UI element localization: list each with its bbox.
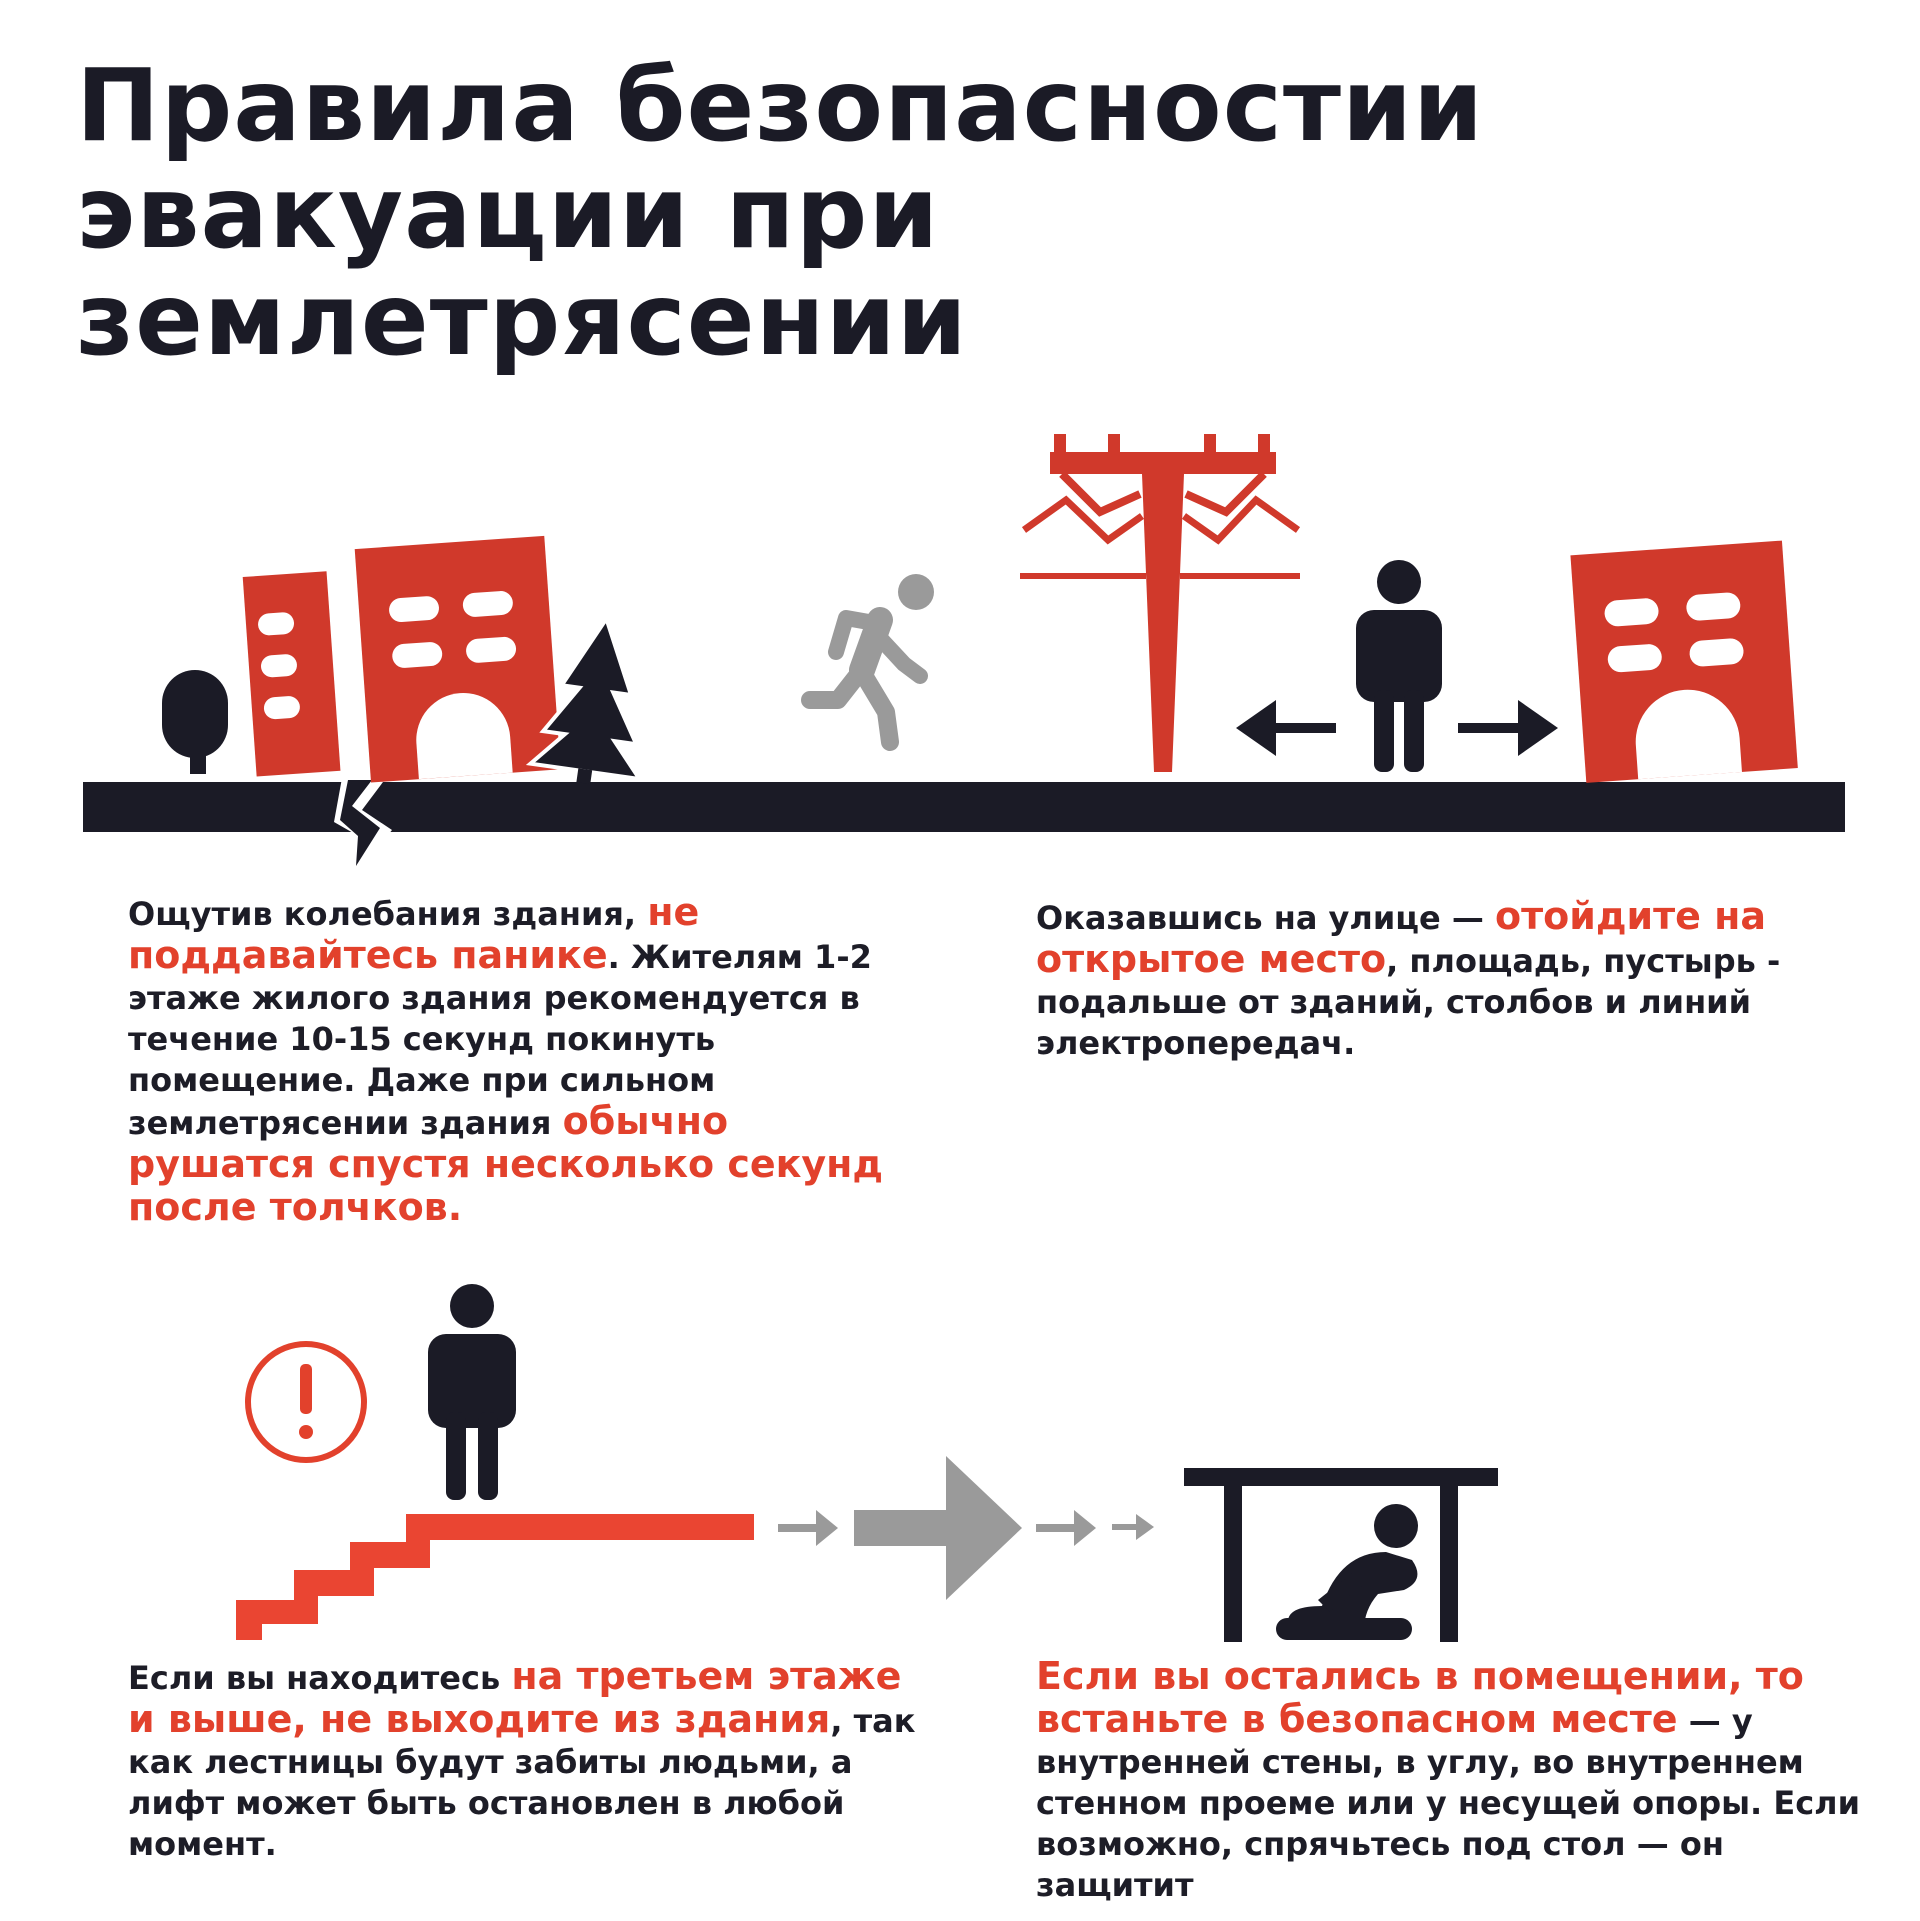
tip-street-text-1: Оказавшись на улице — [1036,899,1495,937]
tip-upper-floor-text-2: , так как лестницы будут забиты людьми, а лифт может быть остановлен в любой момент. [128,1702,916,1863]
flow-arrows-icon [778,1456,1154,1600]
warning-icon [248,1344,364,1460]
tip-indoors-text-1: — у внутренней стены, в углу, во внутреннем стенном проеме или у несущей опоры. Если возможно, спрячьтесь под стол — он защитит [1036,1702,1861,1904]
tip-building-text-1: Ощутив колебания здания, [128,895,648,933]
arrow-right-icon [1458,700,1558,756]
title-line-2: эвакуации при [76,154,940,271]
arrow-left-icon [1236,700,1336,756]
tilted-building-icon [1570,541,1797,783]
tip-upper-floor-highlight-1: на третьем этаже и выше, не выходите из здания [128,1654,902,1741]
title-line-3: землетрясении [76,261,968,378]
tip-upper-floor [128,1656,928,1865]
title-line-1: Правила безопасностии [76,47,1485,164]
tip-indoors-highlight-1: Если вы остались в помещении, то встаньте в безопасном месте [1036,1654,1804,1741]
tip-indoors [1036,1656,1876,1906]
tip-street-highlight-1: отойдите на открытое место [1036,894,1767,981]
tip-building-text-2: . Жителям 1-2 этаже жилого здания рекомендуется в течение 10-15 секунд покинуть помещение. Даже при сильном землетрясении здания [128,938,872,1142]
person-standing-icon [1356,560,1442,772]
tree-icon [162,670,228,774]
tilted-buildings-icon [243,536,561,783]
running-person-icon [810,574,934,742]
person-standing-icon [428,1284,516,1500]
person-under-table-icon [1184,1468,1498,1642]
tip-building-highlight-2: обычно рушатся спустя несколько секунд после толчков. [128,1099,884,1229]
stairs-icon [236,1514,754,1640]
tip-building-highlight-1: не поддавайтесь панике [128,890,700,977]
tip-street-text-2: , площадь, пустырь - подальше от зданий, столбов и линий электропередач. [1036,942,1781,1062]
tip-building [128,892,888,1230]
tip-upper-floor-text-1: Если вы находитесь [128,1659,512,1697]
tip-street [1036,896,1836,1064]
